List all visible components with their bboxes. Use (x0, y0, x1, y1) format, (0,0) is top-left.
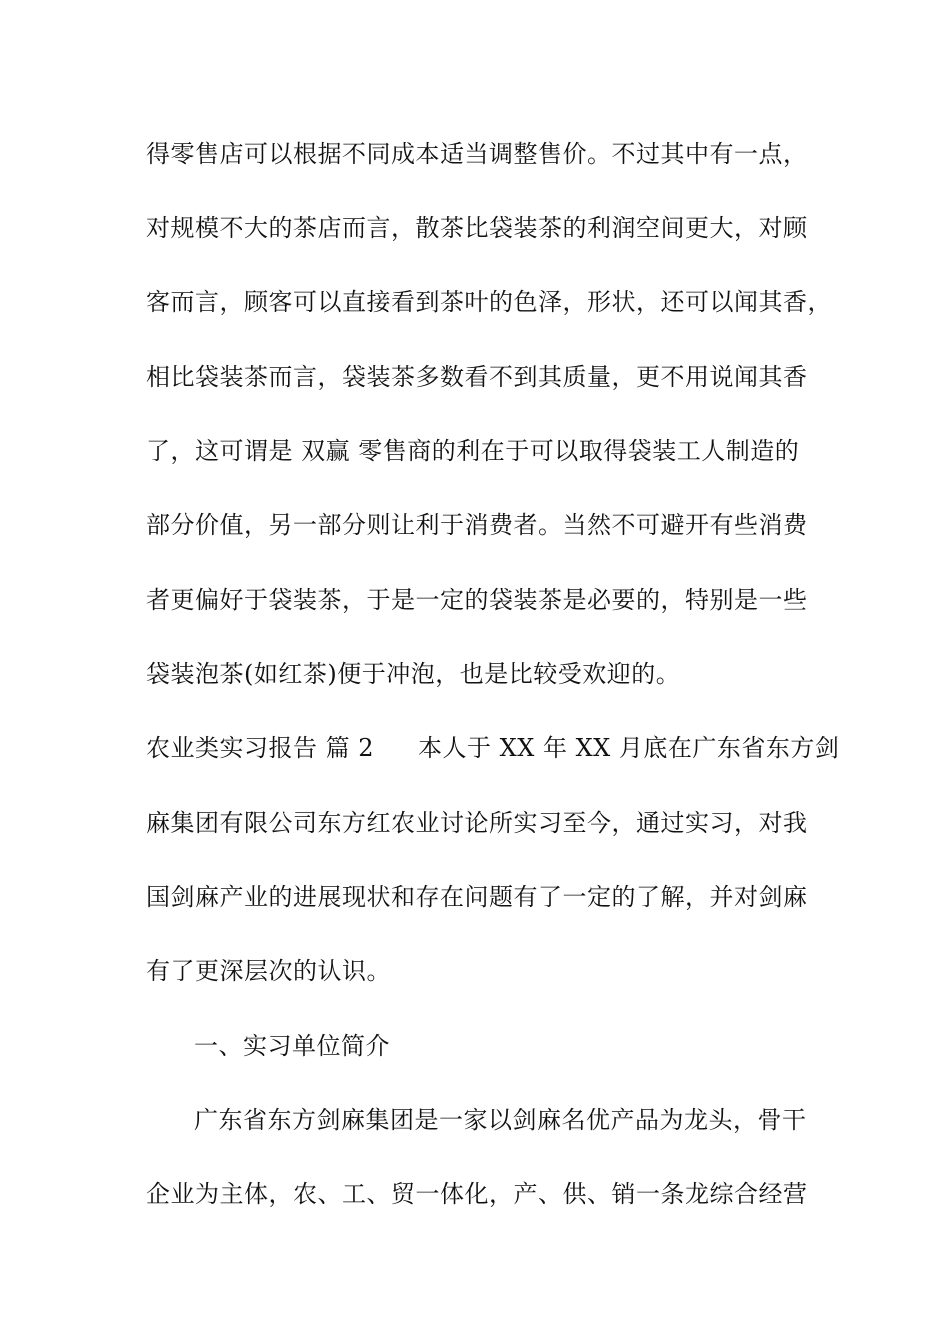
body-line-3: 有了更深层次的认识。 (146, 957, 391, 985)
paragraph-line-3: 客而言，顾客可以直接看到茶叶的色泽，形状，还可以闻其香， (146, 288, 832, 316)
paragraph-line-1: 得零售店可以根据不同成本适当调整售价。不过其中有一点， (146, 140, 808, 168)
section-title: 农业类实习报告 篇 2 (146, 734, 375, 762)
body-line-2: 国剑麻产业的进展现状和存在问题有了一定的了解，并对剑麻 (146, 883, 808, 911)
paragraph-line-7: 者更偏好于袋装茶，于是一定的袋装茶是必要的，特别是一些 (146, 586, 808, 614)
body-line-1: 麻集团有限公司东方红农业讨论所实习至今，通过实习，对我 (146, 809, 808, 837)
section-intro: 本人于 XX 年 XX 月底在广东省东方剑 (418, 734, 840, 762)
paragraph-line-4: 相比袋装茶而言，袋装茶多数看不到其质量，更不用说闻其香 (146, 363, 808, 391)
final-line-2: 企业为主体，农、工、贸一体化，产、供、销一条龙综合经营 (146, 1180, 808, 1208)
subheading: 一、实习单位简介 (194, 1032, 390, 1060)
section-heading-line (146, 732, 840, 764)
paragraph-line-2: 对规模不大的茶店而言，散茶比袋装茶的利润空间更大，对顾 (146, 214, 808, 242)
paragraph-line-5: 了，这可谓是 双赢 零售商的利在于可以取得袋装工人制造的 (146, 437, 800, 465)
paragraph-line-8: 袋装泡茶(如红茶)便于冲泡，也是比较受欢迎的。 (146, 660, 681, 688)
paragraph-line-6: 部分价值，另一部分则让利于消费者。当然不可避开有些消费 (146, 511, 808, 539)
final-line-1: 广东省东方剑麻集团是一家以剑麻名优产品为龙头，骨干 (194, 1106, 807, 1134)
